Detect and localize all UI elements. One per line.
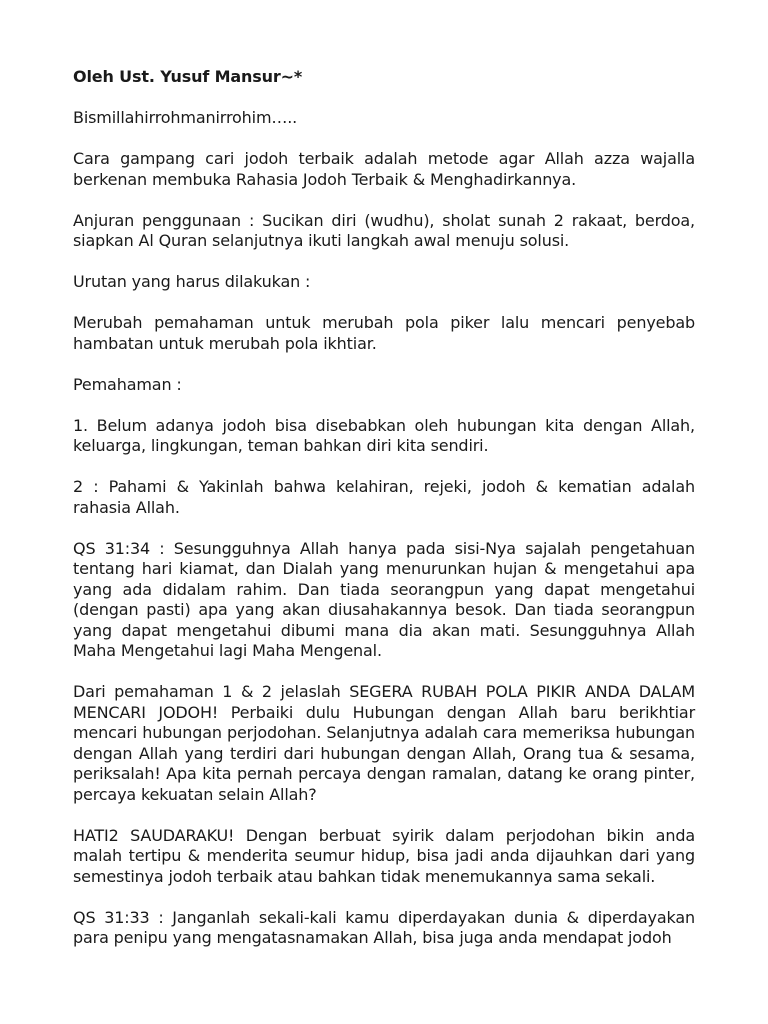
author-line: Oleh Ust. Yusuf Mansur~* bbox=[73, 67, 303, 86]
paragraph-usage: Anjuran penggunaan : Sucikan diri (wudhu), sholat sunah 2 rakaat, berdoa, siapkan Al Quran selanjutnya ikuti langkah awal menuju solusi. bbox=[73, 210, 695, 250]
paragraph-intro: Cara gampang cari jodoh terbaik adalah metode agar Allah azza wajalla berkenan membuka Rahasia Jodoh Terbaik & Menghadirkannya. bbox=[73, 149, 695, 189]
opening-greeting: Bismillahirrohmanirrohim….. bbox=[73, 108, 298, 127]
paragraph-point-2: 2 : Pahami & Yakinlah bahwa kelahiran, rejeki, jodoh & kematian adalah rahasia Allah. bbox=[73, 477, 695, 517]
paragraph-qs-31-33: QS 31:33 : Janganlah sekali-kali kamu diperdayakan dunia & diperdayakan para penipu yang mengatasnamakan Allah, bisa juga anda mendapat jodoh bbox=[73, 907, 695, 947]
paragraph-change-understanding: Merubah pemahaman untuk merubah pola piker lalu mencari penyebab hambatan untuk merubah pola ikhtiar. bbox=[73, 313, 695, 353]
paragraph-understanding-heading: Pemahaman : bbox=[73, 374, 182, 394]
paragraph-warning: HATI2 SAUDARAKU! Dengan berbuat syirik dalam perjodohan bikin anda malah tertipu & menderita seumur hidup, bisa jadi anda dijauhkan dari yang semestinya jodoh terbaik atau bahkan tidak menemukannya sama sekali. bbox=[73, 825, 695, 886]
paragraph-conclusion: Dari pemahaman 1 & 2 jelaslah SEGERA RUBAH POLA PIKIR ANDA DALAM MENCARI JODOH! Perbaiki dulu Hubungan dengan Allah baru berikhtiar mencari hubungan perjodohan. Selanjutnya adalah cara memeriksa hubungan dengan Allah yang terdiri dari hubungan dengan Allah, Orang tua & sesama, periksalah! Apa kita pernah percaya dengan ramalan, datang ke orang pinter, percaya kekuatan selain Allah? bbox=[73, 682, 695, 804]
document-body bbox=[73, 67, 695, 969]
paragraph-qs-31-34: QS 31:34 : Sesungguhnya Allah hanya pada sisi-Nya sajalah pengetahuan tentang hari kiamat, dan Dialah yang menurunkan hujan & mengetahui apa yang ada didalam rahim. Dan tiada seorangpun yang dapat mengetahui (dengan pasti) apa yang akan diusahakannya besok. Dan tiada seorangpun yang dapat mengetahui dibumi mana dia akan mati. Sesungguhnya Allah Maha Mengetahui lagi Maha Mengenal. bbox=[73, 538, 695, 660]
paragraph-steps-heading: Urutan yang harus dilakukan : bbox=[73, 272, 311, 291]
paragraph-point-1: 1. Belum adanya jodoh bisa disebabkan oleh hubungan kita dengan Allah, keluarga, lingkungan, teman bahkan diri kita sendiri. bbox=[73, 415, 695, 455]
